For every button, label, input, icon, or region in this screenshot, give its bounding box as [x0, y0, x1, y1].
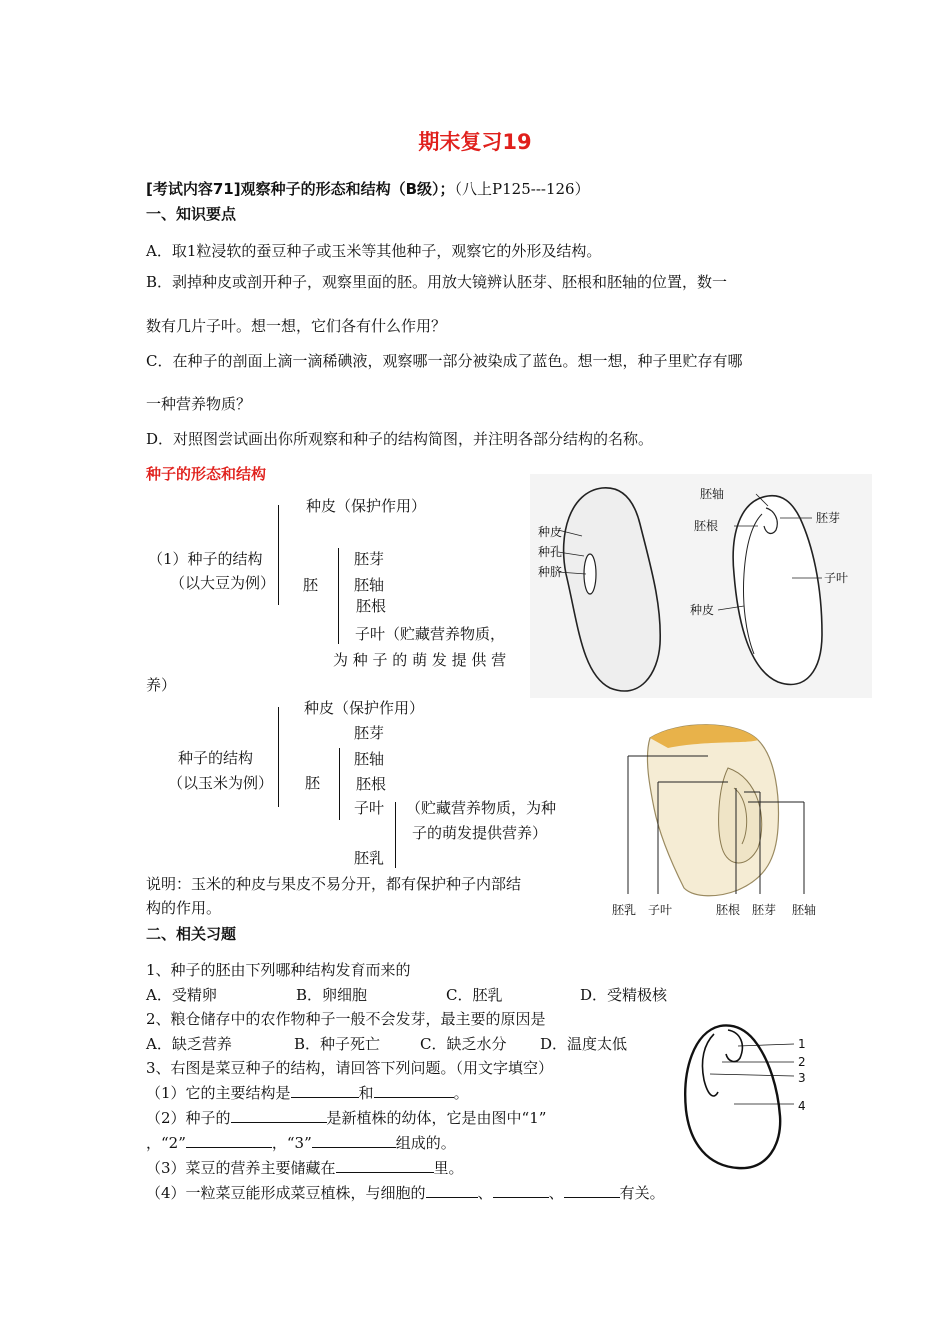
point-b-line1: B．剥掉种皮或剖开种子，观察里面的胚。用放大镜辨认胚芽、胚根和胚轴的位置，数一	[146, 273, 728, 291]
q3-blank-4b[interactable]	[493, 1182, 549, 1198]
q3-blank-2a[interactable]	[231, 1107, 327, 1123]
kidney-bean-figure	[674, 1020, 814, 1170]
question-1: 1、种子的胚由下列哪种结构发育而来的	[146, 961, 411, 979]
q1-option-c: C．胚乳	[446, 986, 503, 1004]
bean-inner-label-plumule: 胚芽	[816, 511, 841, 525]
q3-blank-4a[interactable]	[426, 1182, 478, 1198]
corn-label-hypocotyl: 胚轴	[792, 903, 817, 917]
section1-heading: 一、知识要点	[146, 205, 237, 223]
pea-label-1: 1	[798, 1037, 806, 1051]
q3-part4: （4）一粒菜豆能形成菜豆植株，与细胞的 、 、 有关。	[146, 1184, 665, 1202]
soy-cotyledon-line2: 为 种 子 的 萌 发 提 供 营	[333, 651, 507, 669]
exam-label: [考试内容71]观察种子的形态和结构（B级）；	[146, 180, 455, 198]
corn-cotyledon-note1: （贮藏营养物质，为种	[406, 799, 557, 817]
question-3: 3、右图是菜豆种子的结构，请回答下列问题。（用文字填空）	[146, 1059, 554, 1077]
seed-structure-heading: 种子的形态和结构	[146, 465, 267, 483]
corn-note-line1: 说明：玉米的种皮与果皮不易分开，都有保护种子内部结	[146, 875, 522, 893]
corn-brace-main	[278, 707, 279, 807]
point-d: D．对照图尝试画出你所观察和种子的结构简图，并注明各部分结构的名称。	[146, 430, 654, 448]
corn-label-endosperm: 胚乳	[612, 903, 637, 917]
bean-label-seedcoat: 种皮	[538, 525, 563, 539]
pea-label-2: 2	[798, 1055, 806, 1069]
bean-inner-label-cotyledon: 子叶	[824, 571, 849, 585]
corn-plumule: 胚芽	[354, 724, 385, 742]
exam-ref: （八上P125---126）	[454, 180, 590, 198]
corn-root-example: （以玉米为例）	[168, 774, 274, 792]
page-title: 期末复习19	[418, 130, 532, 154]
q3-blank-3[interactable]	[336, 1157, 434, 1173]
bean-label-micropyle: 种孔	[538, 545, 563, 559]
soy-cotyledon-line3: 养）	[146, 676, 177, 694]
q2-option-d: D．温度太低	[540, 1035, 628, 1053]
corn-embryo: 胚	[305, 774, 321, 792]
corn-hypocotyl: 胚轴	[354, 750, 385, 768]
corn-endosperm: 胚乳	[354, 849, 385, 867]
point-c-line2: 一种营养物质？	[146, 395, 252, 413]
q3-part1: （1）它的主要结构是 和 。	[146, 1084, 469, 1102]
soy-seedcoat: 种皮（保护作用）	[306, 497, 427, 515]
soy-plumule: 胚芽	[354, 550, 385, 568]
q3-blank-2c[interactable]	[312, 1132, 396, 1148]
corn-root-label: 种子的结构	[178, 749, 254, 767]
exam-content-line	[146, 178, 590, 200]
corn-radicle: 胚根	[356, 775, 387, 793]
q3-part3: （3）菜豆的营养主要储藏在 里。	[146, 1159, 464, 1177]
bean-label-hilum: 种脐	[538, 565, 563, 579]
bean-inner-label-radicle: 胚根	[694, 519, 719, 533]
question-2: 2、粮仓储存中的农作物种子一般不会发芽，最主要的原因是	[146, 1010, 546, 1028]
soy-radicle: 胚根	[356, 597, 387, 615]
q2-option-c: C．缺乏水分	[420, 1035, 507, 1053]
q1-option-b: B．卵细胞	[296, 986, 368, 1004]
corn-note-line2: 构的作用。	[146, 899, 222, 917]
corn-label-plumule: 胚芽	[752, 903, 777, 917]
q3-blank-1b[interactable]	[374, 1082, 454, 1098]
section2-heading: 二、相关习题	[146, 925, 237, 943]
corn-label-cotyledon: 子叶	[648, 903, 673, 917]
bean-inner-label-hypocotyl: 胚轴	[700, 487, 725, 501]
q3-blank-2b[interactable]	[186, 1132, 272, 1148]
pea-label-3: 3	[798, 1071, 806, 1085]
bean-seed-figure	[530, 474, 872, 698]
q2-option-b: B．种子死亡	[294, 1035, 381, 1053]
corn-seed-figure	[608, 718, 838, 924]
corn-seedcoat: 种皮（保护作用）	[304, 699, 425, 717]
soy-cotyledon-line1: 子叶（贮藏营养物质，	[355, 625, 506, 643]
soy-root-example: （以大豆为例）	[170, 574, 276, 592]
soy-embryo: 胚	[303, 576, 319, 594]
pea-label-4: 4	[798, 1099, 806, 1113]
soy-hypocotyl: 胚轴	[354, 576, 385, 594]
soy-root-label: （1）种子的结构	[148, 550, 263, 568]
corn-brace-nutrition	[395, 802, 396, 868]
corn-cotyledon-note2: 子的萌发提供营养）	[412, 824, 548, 842]
q3-part2-line1: （2）种子的 是新植株的幼体，它是由图中“1”	[146, 1109, 547, 1127]
soy-brace-embryo	[338, 548, 339, 644]
bean-inner-label-seedcoat: 种皮	[690, 603, 715, 617]
corn-brace-embryo	[339, 748, 340, 820]
point-a: A．取1粒浸软的蚕豆种子或玉米等其他种子，观察它的外形及结构。	[146, 242, 602, 260]
q3-part2-line2: ，“2” ，“3” 组成的。	[146, 1134, 456, 1152]
q1-option-d: D．受精极核	[580, 986, 668, 1004]
soy-brace-main	[278, 505, 279, 605]
point-b-line2: 数有几片子叶。想一想，它们各有什么作用？	[146, 317, 447, 335]
point-c-line1: C．在种子的剖面上滴一滴稀碘液，观察哪一部分被染成了蓝色。想一想，种子里贮存有哪	[146, 352, 743, 370]
q3-blank-1a[interactable]	[291, 1082, 359, 1098]
corn-label-radicle: 胚根	[716, 903, 741, 917]
q3-blank-4c[interactable]	[564, 1182, 620, 1198]
corn-cotyledon: 子叶	[354, 799, 385, 817]
q1-option-a: A．受精卵	[146, 986, 217, 1004]
q2-option-a: A．缺乏营养	[146, 1035, 232, 1053]
